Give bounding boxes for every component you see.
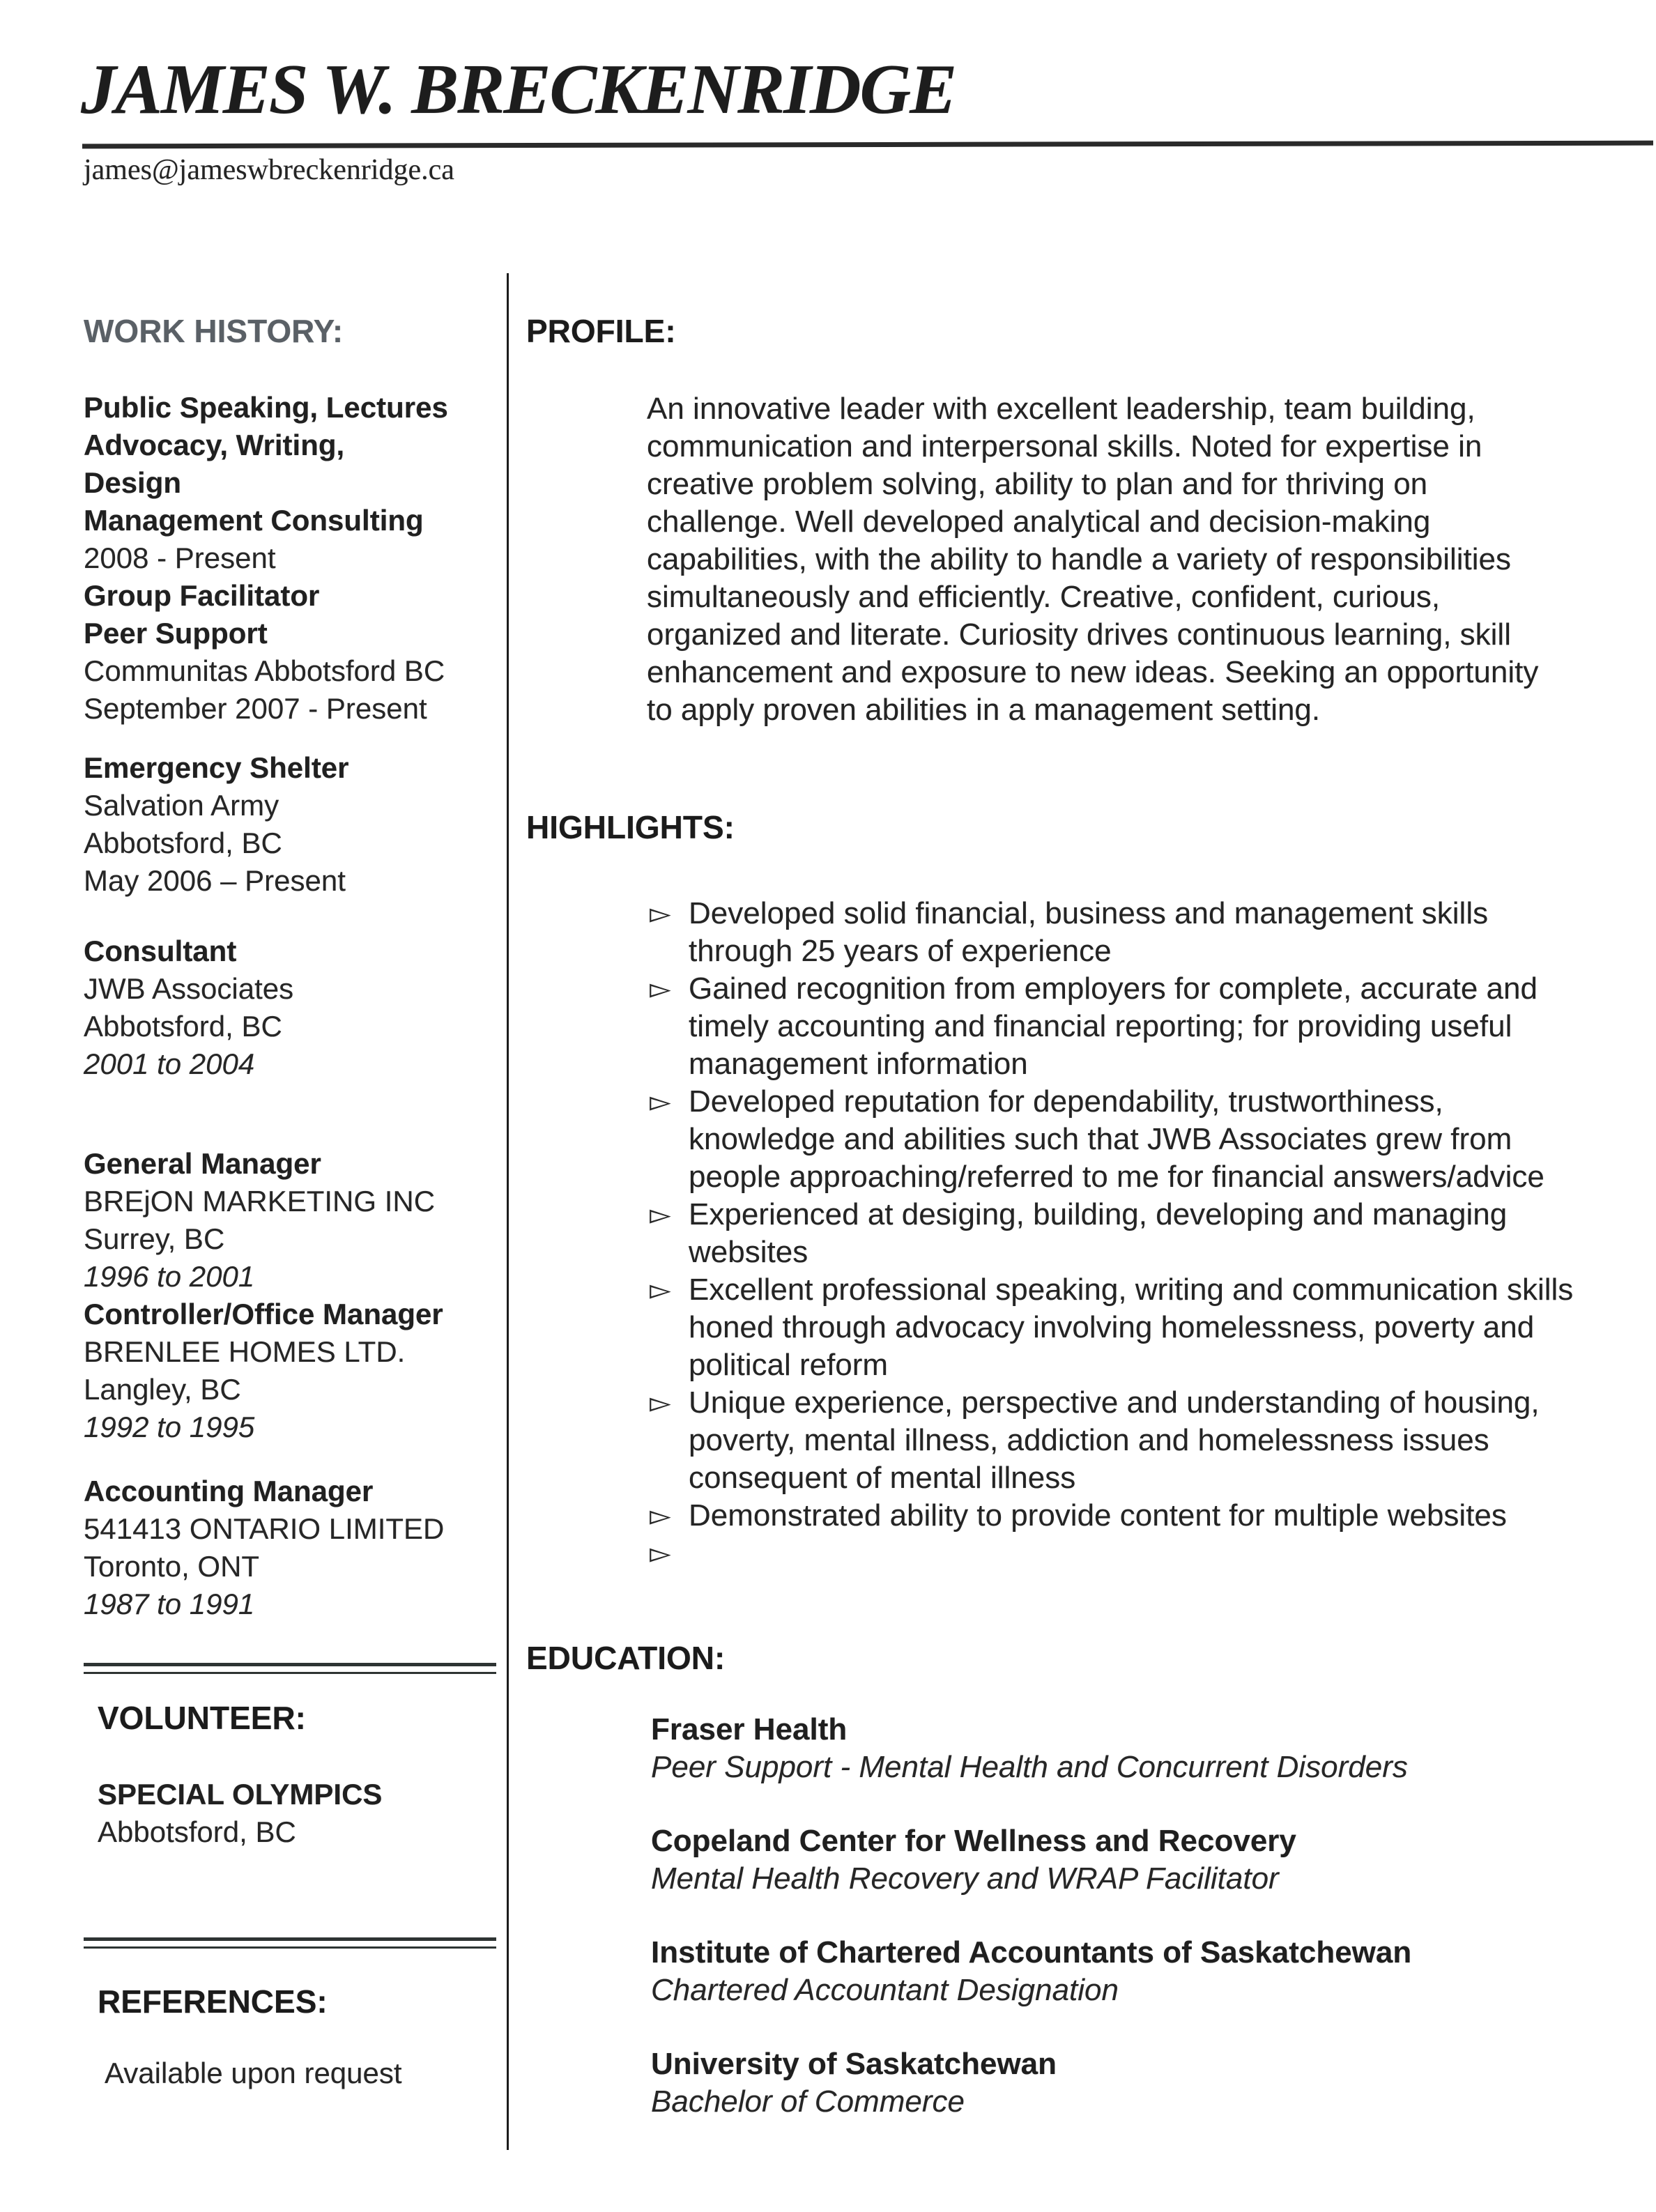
education-school: Institute of Chartered Accountants of Saskatchewan [651, 1935, 1412, 1969]
job-org: JWB Associates [84, 972, 294, 1005]
education-entry [651, 2045, 1578, 2121]
references-text: Available upon request [105, 2057, 402, 2089]
list-item [650, 895, 1577, 970]
job-dates: 1992 to 1995 [84, 1411, 255, 1443]
job-dates: 2001 to 2004 [84, 1047, 255, 1080]
work-history-entry-shelter [84, 749, 502, 900]
work-history-entry-gm [84, 1145, 502, 1446]
list-item [650, 1196, 1577, 1271]
arrow-bullet-icon: ▻ [650, 1388, 671, 1418]
education-school: University of Saskatchewan [651, 2047, 1057, 2081]
list-item [650, 1497, 1577, 1535]
job-title: General Manager [84, 1147, 321, 1180]
highlights-list [650, 895, 1577, 1572]
list-item [650, 1384, 1577, 1497]
education-school: Fraser Health [651, 1712, 848, 1746]
work-history-heading: WORK HISTORY: [84, 313, 344, 349]
arrow-bullet-icon: ▻ [650, 898, 671, 929]
job-title: Accounting Manager [84, 1475, 374, 1507]
arrow-bullet-icon: ▻ [650, 1199, 671, 1230]
arrow-bullet-icon: ▻ [650, 1500, 671, 1531]
job-title-line: Design [84, 466, 182, 499]
job-title-line: Group Facilitator [84, 579, 320, 612]
job-location: Toronto, ONT [84, 1550, 260, 1583]
job-org: Communitas Abbotsford BC [84, 654, 445, 687]
highlight-text: Developed reputation for dependability, trustworthiness, knowledge and abilities such that JWB Associates grew from people approaching/referred to me for financial answers/advice [689, 1084, 1544, 1194]
job-org: 541413 ONTARIO LIMITED [84, 1512, 445, 1545]
education-credential: Chartered Accountant Designation [651, 1973, 1119, 2007]
volunteer-location: Abbotsford, BC [98, 1815, 296, 1848]
arrow-bullet-icon: ▻ [650, 1275, 671, 1305]
section-separator [84, 1663, 496, 1674]
arrow-bullet-icon: ▻ [650, 1086, 671, 1117]
work-history-entry-current [84, 389, 502, 728]
list-item [650, 1271, 1577, 1384]
job-dates: May 2006 – Present [84, 864, 346, 897]
education-credential: Peer Support - Mental Health and Concurrent Disorders [651, 1750, 1408, 1784]
job-title-line: Advocacy, Writing, [84, 429, 345, 461]
education-entry [651, 1822, 1578, 1898]
volunteer-heading: VOLUNTEER: [98, 1700, 306, 1736]
work-history-entry-consultant [84, 932, 502, 1083]
job-location: Langley, BC [84, 1373, 241, 1406]
job-org: Salvation Army [84, 789, 279, 822]
list-item [650, 1535, 1577, 1572]
job-title: Controller/Office Manager [84, 1298, 443, 1330]
list-item [650, 970, 1577, 1083]
education-list [651, 1711, 1578, 2121]
arrow-bullet-icon: ▻ [650, 1538, 671, 1569]
job-dates: 2008 - Present [84, 542, 276, 574]
job-title-line: Peer Support [84, 617, 268, 650]
references-entry [105, 2054, 523, 2092]
list-item [650, 1083, 1577, 1196]
volunteer-entry [98, 1776, 516, 1851]
job-location: Surrey, BC [84, 1222, 225, 1255]
education-credential: Bachelor of Commerce [651, 2084, 965, 2119]
highlights-heading: HIGHLIGHTS: [526, 809, 735, 845]
education-entry [651, 1934, 1578, 2009]
volunteer-org: SPECIAL OLYMPICS [98, 1778, 383, 1811]
job-location: Abbotsford, BC [84, 1010, 282, 1043]
job-dates: 1987 to 1991 [84, 1588, 255, 1620]
education-heading: EDUCATION: [526, 1640, 726, 1676]
highlight-text: Demonstrated ability to provide content for multiple websites [689, 1498, 1507, 1533]
job-title: Consultant [84, 935, 237, 967]
email-text: james@jameswbreckenridge.ca [84, 154, 454, 186]
job-org: BRENLEE HOMES LTD. [84, 1335, 406, 1368]
arrow-bullet-icon: ▻ [650, 974, 671, 1004]
job-org: BREjON MARKETING INC [84, 1185, 436, 1218]
highlight-text: Unique experience, perspective and understanding of housing, poverty, mental illness, addiction and homelessness issues consequent of mental illness [689, 1385, 1540, 1495]
page-title: JAMES W. BRECKENRIDGE [81, 50, 956, 129]
references-heading: REFERENCES: [98, 1983, 328, 2020]
education-credential: Mental Health Recovery and WRAP Facilitator [651, 1861, 1279, 1896]
profile-paragraph: An innovative leader with excellent leadership, team building, communication and interpersonal skills. Noted for expertise in creative problem solving, ability to plan and for thriving on challenge. Well developed analytical and decision-making capabilities, with the ability to handle a variety of responsibilities simultaneously and efficiently. Creative, confident, curious, organized and literate. Curiosity drives continuous learning, skill enhancement and exposure to new ideas. Seeking an opportunity to apply proven abilities in a management setting. [647, 392, 1539, 727]
job-location: Abbotsford, BC [84, 827, 282, 859]
education-entry [651, 1711, 1578, 1786]
job-dates: September 2007 - Present [84, 692, 427, 725]
work-history-entry-accounting [84, 1473, 502, 1623]
header-rule [82, 141, 1653, 149]
highlight-text: Developed solid financial, business and management skills through 25 years of experience [689, 896, 1489, 968]
job-dates: 1996 to 2001 [84, 1260, 255, 1293]
highlight-text: Experienced at desiging, building, developing and managing websites [689, 1197, 1508, 1269]
highlight-text: Excellent professional speaking, writing and communication skills honed through advocacy involving homelessness, poverty and political reform [689, 1273, 1574, 1382]
profile-heading: PROFILE: [526, 313, 676, 349]
job-title-line: Public Speaking, Lectures [84, 391, 448, 424]
highlight-text: Gained recognition from employers for complete, accurate and timely accounting and financial reporting; for providing useful management information [689, 971, 1538, 1081]
job-title: Emergency Shelter [84, 751, 349, 784]
section-separator [84, 1937, 496, 1949]
job-title-line: Management Consulting [84, 504, 424, 537]
education-school: Copeland Center for Wellness and Recovery [651, 1824, 1296, 1858]
column-divider [507, 273, 509, 2150]
